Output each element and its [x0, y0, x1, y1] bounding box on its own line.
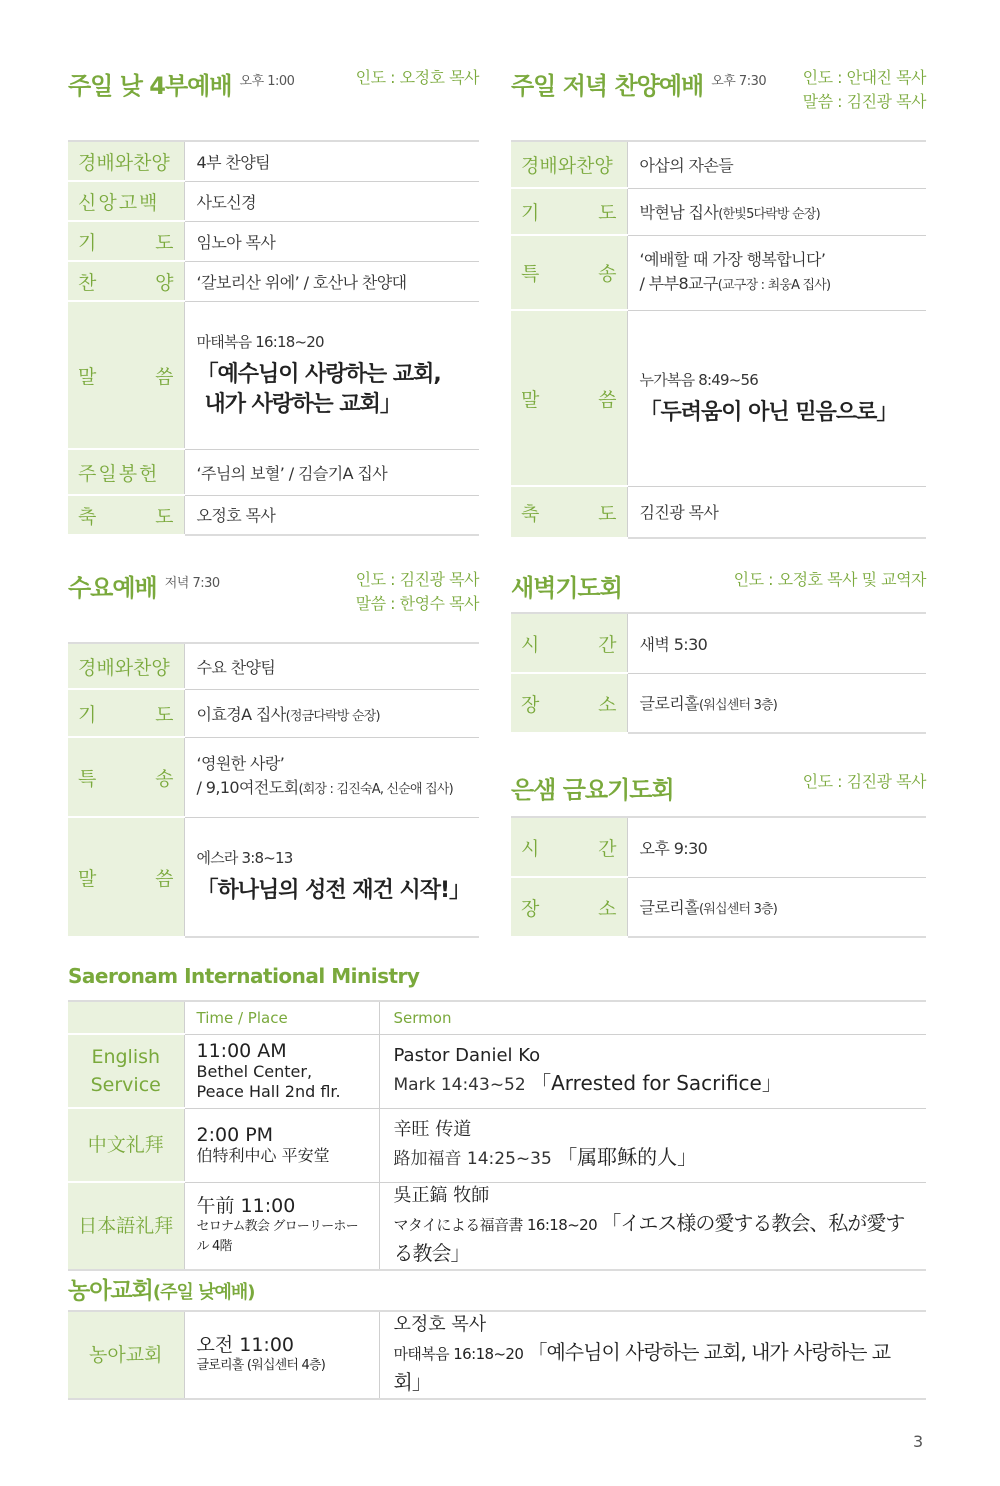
row-value: 임노아 목사 [184, 221, 479, 261]
table-row [511, 235, 926, 310]
row-label: 주일봉헌 [68, 449, 184, 495]
international-title: Saeronam International Ministry [68, 964, 420, 988]
time-place: 오전 11:00 글로리홀 (워십센터 4층) [184, 1311, 379, 1399]
row-value: 새벽 5:30 [627, 613, 926, 673]
sermon-reference: 마태복음 16:18~20 [196, 332, 324, 351]
header-sermon: Sermon [379, 1001, 926, 1034]
section-time: 오후 1:00 [239, 74, 295, 89]
sermon-title: 내가 사랑하는 교회」 [204, 391, 401, 417]
row-label: 찬 양 [68, 261, 184, 301]
sermon-cell [627, 310, 926, 486]
section-title: 수요예배 $^{저녁 7:30}$ [68, 574, 220, 602]
section-title: 주일 저녁 찬양예배 $^{오후 7:30}$ [511, 72, 767, 100]
section-leader: 인도 : 오정호 목사 [355, 68, 479, 87]
row-value: 수요 찬양팀 [184, 643, 479, 689]
friday-prayer [511, 770, 926, 938]
table-row [68, 1182, 926, 1270]
wednesday-header [68, 568, 479, 642]
row-label: 시 간 [511, 817, 627, 877]
sermon-cell: Pastor Daniel Ko Mark 14:43~52 「Arrested for Sacrifice」 [379, 1034, 926, 1108]
sermon-reference: 에스라 3:8~13 [196, 849, 293, 868]
table-row [511, 817, 926, 877]
sunday-4th-table [68, 140, 479, 536]
row-label: 기 도 [68, 689, 184, 737]
row-value: 김진광 목사 [627, 486, 926, 538]
row-value: 사도신경 [184, 181, 479, 221]
row-label: 말 씀 [68, 817, 184, 937]
row-value: 아삽의 자손들 [627, 141, 926, 188]
row-label: 농아교회 [68, 1311, 184, 1399]
sermon-title: 「예수님이 사랑하는 교회, [196, 361, 441, 387]
row-label: 특 송 [68, 737, 184, 817]
table-row [511, 877, 926, 937]
sermon-cell: 오정호 목사 마태복음 16:18~20 「예수님이 사랑하는 교회, 내가 사랑하는 교회」 [379, 1311, 926, 1399]
table-header-row [68, 1001, 926, 1034]
section-time: 오후 7:30 [711, 74, 767, 89]
row-label: 특 송 [511, 235, 627, 310]
table-row [68, 141, 479, 181]
row-label: 경배와찬양 [511, 141, 627, 188]
table-row [68, 1311, 926, 1399]
time-place: 11:00 AM Bethel Center, Peace Hall 2nd flr. [184, 1034, 379, 1108]
international-table [68, 1000, 926, 1271]
table-row [511, 486, 926, 538]
row-label: 中文礼拜 [68, 1108, 184, 1182]
friday-prayer-table [511, 816, 926, 938]
table-row [68, 221, 479, 261]
sunday-4th-service [68, 66, 479, 536]
sunday-evening-service [511, 66, 926, 539]
row-label: 日本語礼拜 [68, 1182, 184, 1270]
row-value: 오정호 목사 [184, 495, 479, 535]
table-row [68, 643, 479, 689]
row-label: 장 소 [511, 673, 627, 733]
table-row [68, 1108, 926, 1182]
row-label: 말 씀 [511, 310, 627, 486]
sunday-evening-header [511, 66, 926, 140]
deaf-church-title: 농아교회(주일 낮예배) [68, 1278, 255, 1304]
friday-prayer-header [511, 770, 926, 816]
wednesday-service [68, 568, 479, 938]
header-time: Time / Place [184, 1001, 379, 1034]
row-value: 4부 찬양팀 [184, 141, 479, 181]
header-blank [68, 1001, 184, 1034]
sermon-title: 「하나님의 성전 재건 시작!」 [196, 878, 471, 904]
row-label: 말 씀 [68, 301, 184, 449]
sermon-cell [184, 301, 479, 449]
table-row [511, 673, 926, 733]
table-row [68, 817, 479, 937]
table-row [511, 613, 926, 673]
section-leader: 인도 : 오정호 목사 및 교역자 [733, 570, 926, 589]
deaf-church-table [68, 1310, 926, 1400]
table-row [68, 449, 479, 495]
time-place: 午前 11:00 セロナム教会 グローリーホール 4階 [184, 1182, 379, 1270]
row-label: 경배와찬양 [68, 643, 184, 689]
dawn-prayer-header [511, 568, 926, 612]
table-row [68, 181, 479, 221]
row-label: 축 도 [511, 486, 627, 538]
row-label: 신앙고백 [68, 181, 184, 221]
sunday-4th-header [68, 66, 479, 140]
table-row [68, 737, 479, 817]
row-label: 축 도 [68, 495, 184, 535]
table-row [68, 1034, 926, 1108]
row-value: 박현남 집사(한빛5다락방 순장) [627, 188, 926, 235]
section-leader: 인도 : 김진광 목사 [802, 772, 926, 791]
section-title: 은샘 금요기도회 [511, 776, 674, 804]
row-label: 기 도 [511, 188, 627, 235]
table-row [68, 301, 479, 449]
table-row [511, 188, 926, 235]
row-value: 오후 9:30 [627, 817, 926, 877]
row-label: 시 간 [511, 613, 627, 673]
wednesday-table [68, 642, 479, 938]
table-row [68, 689, 479, 737]
time-place: 2:00 PM 伯特利中心 平安堂 [184, 1108, 379, 1182]
row-value: ‘영원한 사랑’ / 9,10여전도회(회장 : 김진숙A, 신순애 집사) [184, 737, 479, 817]
sermon-cell: 吳正鎬 牧師 マタイによる福音書 16:18~20 「イエス様の愛する教会、私が愛する教会」 [379, 1182, 926, 1270]
sermon-reference: 누가복음 8:49~56 [639, 370, 758, 389]
row-value: ‘예배할 때 가장 행복합니다’ / 부부8교구(교구장 : 최웅A 집사) [627, 235, 926, 310]
section-time: 저녁 7:30 [164, 576, 220, 591]
table-row [511, 141, 926, 188]
page-number: 3 [913, 1432, 924, 1451]
section-title: 주일 낮 4부예배 $^{오후 1:00}$ [68, 72, 295, 100]
section-title: 새벽기도회 [511, 574, 622, 602]
sunday-evening-table [511, 140, 926, 539]
row-value: 글로리홀(워십센터 3층) [627, 877, 926, 937]
row-value: ‘갈보리산 위에’ / 호산나 찬양대 [184, 261, 479, 301]
row-label: 기 도 [68, 221, 184, 261]
dawn-prayer-table [511, 612, 926, 734]
row-label: English Service [68, 1034, 184, 1108]
row-value: 이효경A 집사(정금다락방 순장) [184, 689, 479, 737]
sermon-cell [184, 817, 479, 937]
table-row [68, 261, 479, 301]
row-value: 글로리홀(워십센터 3층) [627, 673, 926, 733]
row-label: 경배와찬양 [68, 141, 184, 181]
section-leader: 인도 : 김진광 목사 말씀 : 한영수 목사 [355, 570, 479, 613]
dawn-prayer [511, 568, 926, 734]
row-value: ‘주님의 보혈’ / 김슬기A 집사 [184, 449, 479, 495]
section-leader: 인도 : 안대진 목사 말씀 : 김진광 목사 [802, 68, 926, 111]
sermon-cell: 辛旺 传道 路加福音 14:25~35 「属耶稣的人」 [379, 1108, 926, 1182]
sermon-title: 「두려움이 아닌 믿음으로」 [639, 399, 898, 425]
row-label: 장 소 [511, 877, 627, 937]
table-row [68, 495, 479, 535]
table-row [511, 310, 926, 486]
